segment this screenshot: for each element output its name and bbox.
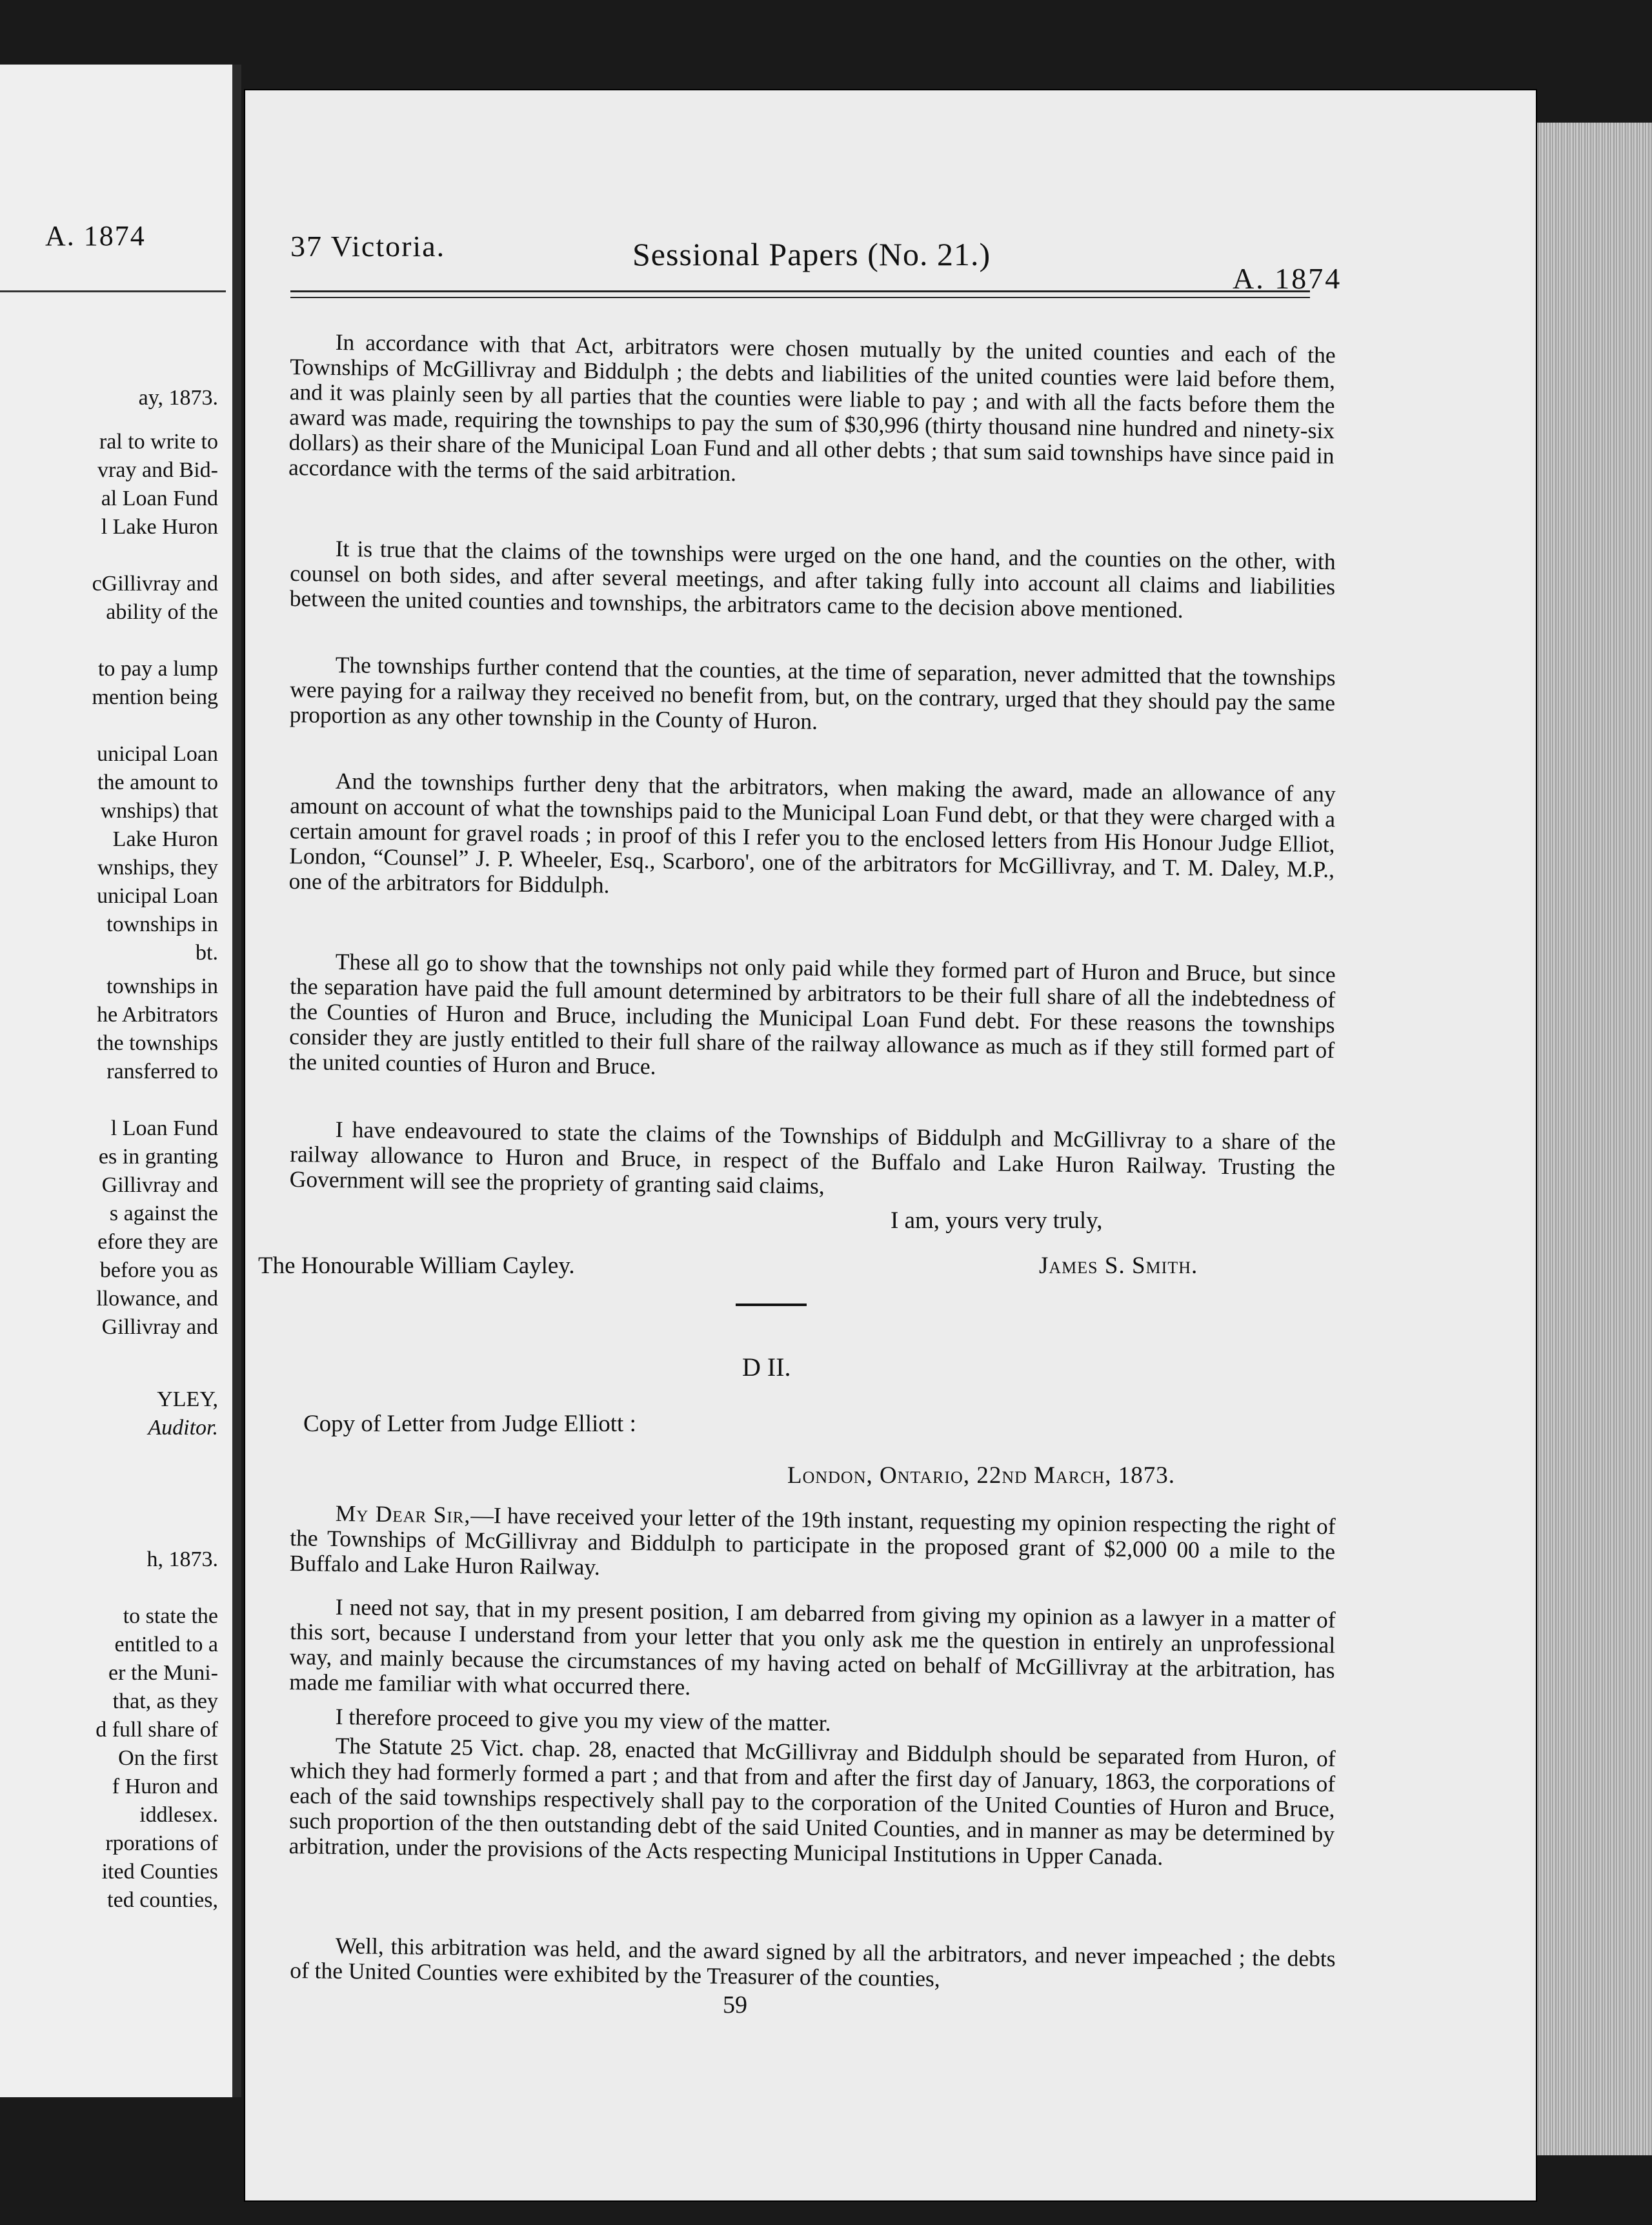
- paragraph-2: It is true that the claims of the townships were urged on the one hand, and the counties on the other, with counsel on both sides, and after several meetings, and after taking fully into account all claims and liabilities between the united counties and townships, the arbitrators came to the decision above mentioned.: [289, 535, 1336, 623]
- left-page-line: that, as they: [112, 1691, 218, 1713]
- letter-paragraph-4: The Statute 25 Vict. chap. 28, enacted that McGillivray and Biddulph should be separated from Huron, of which they had formerly formed a part ; and that from and after the first day of January, 1863, the corporations of each of the said townships respectively shall pay to the corporation of the United Counties of Huron and Bruce, such proportion of the then outstanding debt of the said United Counties, and in manner as may be determined by arbitration, under the provisions of the Acts respecting Municipal Institutions in Upper Canada.: [288, 1732, 1336, 1870]
- paragraph-5: These all go to show that the townships not only paid while they formed part of Huron and Bruce, but since the separation have paid the full amount determined by arbitrators to be their full share of all the indebtedness of the Counties of Huron and Bruce, including the Municipal Loan Fund debt. For these reasons the townships consider they are justly entitled to their full share of the railway allowance as much as if they still formed part of the united counties of Huron and Bruce.: [288, 948, 1336, 1080]
- header-left: 37 Victoria.: [290, 230, 446, 263]
- left-page-line: ability of the: [106, 601, 218, 623]
- left-page-line: Auditor.: [148, 1417, 218, 1439]
- left-page-line: On the first: [118, 1747, 218, 1769]
- left-page-line: ransferred to: [106, 1061, 218, 1083]
- left-page-line: s against the: [109, 1203, 218, 1225]
- copy-line: Copy of Letter from Judge Elliott :: [303, 1411, 636, 1437]
- section-title: D II.: [742, 1353, 791, 1382]
- right-page: [245, 90, 1536, 2200]
- left-page-line: wnships, they: [97, 857, 218, 879]
- left-page-line: entitled to a: [114, 1634, 218, 1656]
- header-rule-thin: [290, 297, 1310, 298]
- left-page-line: er the Muni-: [108, 1662, 218, 1684]
- left-page-header: A. 1874: [45, 220, 146, 252]
- dateline: London, Ontario, 22nd March, 1873.: [787, 1462, 1176, 1489]
- left-page-line: al Loan Fund: [101, 488, 218, 510]
- header-rule: [290, 290, 1310, 292]
- left-page-line: Gillivray and: [101, 1174, 218, 1196]
- left-page-line: unicipal Loan: [97, 743, 218, 765]
- left-page-line: the amount to: [97, 772, 218, 794]
- section-divider: [736, 1304, 807, 1306]
- letter-paragraph-1-text: —I have received your letter of the 19th instant, requesting my opinion respecting the right of the Townships of McGillivray and Biddulph to participate in the proposed grant of $2,000 00 a mile to the Buffalo and Lake Huron Railway.: [289, 1502, 1336, 1580]
- signature: James S. Smith.: [1039, 1253, 1198, 1279]
- left-page-line: d full share of: [96, 1719, 218, 1741]
- left-page-line: to pay a lump: [97, 658, 218, 680]
- left-page-line: l Lake Huron: [101, 516, 218, 538]
- header-center: Sessional Papers (No. 21.): [632, 236, 991, 272]
- left-page: [0, 65, 241, 2097]
- left-page-line: mention being: [92, 687, 218, 709]
- left-page-line: ral to write to: [99, 431, 218, 453]
- left-page-line: cGillivray and: [92, 573, 218, 595]
- header-right: A. 1874: [1233, 262, 1342, 295]
- left-page-line: unicipal Loan: [97, 885, 218, 907]
- left-page-line: ted counties,: [107, 1889, 218, 1911]
- paragraph-4: And the townships further deny that the arbitrators, when making the award, made an allowance of any amount on account of what the townships paid to the Municipal Loan Fund debt, or that they were charged with a certain amount for gravel roads ; in proof of this I refer you to the enclosed letters from His Honour Judge Elliot, London, “Counsel” J. P. Wheeler, Esq., Scarboro', one of the arbitrators for McGillivray, and T. M. Daley, M.P., one of the arbitrators for Biddulph.: [288, 767, 1336, 898]
- left-page-line: to state the: [123, 1606, 218, 1627]
- closing-line: I am, yours very truly,: [891, 1207, 1103, 1234]
- left-page-rule: [0, 290, 226, 292]
- left-page-line: es in granting: [98, 1146, 218, 1168]
- left-page-line: ited Counties: [101, 1861, 218, 1883]
- left-page-line: efore they are: [97, 1231, 218, 1253]
- paragraph-1: In accordance with that Act, arbitrators were chosen mutually by the united counties and each of the Townships of McGillivray and Biddulph ; the debts and liabilities of the united counties were laid before them, and it was plainly seen by all parties that the counties were liable to pay ; and with all the facts before them the award was made, requiring the townships to pay the sum of $30,996 (thirty thousand nine hundred and ninety-six dollars) as their share of the Municipal Loan Fund and all other debts ; that sum said townships have since paid in accordance with the terms of the said arbitration.: [288, 328, 1336, 487]
- salutation: My Dear Sir,: [335, 1500, 471, 1528]
- left-page-line: before you as: [99, 1260, 218, 1282]
- left-page-line: l Loan Fund: [110, 1118, 218, 1140]
- left-page-line: rporations of: [105, 1833, 218, 1855]
- left-page-line: townships in: [106, 976, 218, 998]
- paragraph-3: The townships further contend that the counties, at the time of separation, never admitted that the townships were paying for a railway they received no benefit from, but, on the contrary, urged that they should pay the same proportion as any other township in the County of Huron.: [289, 651, 1336, 734]
- left-page-line: YLEY,: [157, 1389, 218, 1411]
- paragraph-6: I have endeavoured to state the claims of the Townships of Biddulph and McGillivray to a share of the railway allowance to Huron and Bruce, in respect of the Buffalo and Lake Huron Railway. Trusting the Government will see the propriety of granting said claims,: [289, 1116, 1336, 1199]
- left-page-line: the townships: [97, 1032, 218, 1054]
- letter-paragraph-1: [289, 1500, 1335, 1589]
- letter-paragraph-2: I need not say, that in my present position, I am debarred from giving my opinion as a lawyer in a matter of this sort, because I understand from your letter that you only ask me the question in entirely an unprofessional way, and mainly because the circumstances of my having acted on behalf of McGillivray at the arbitration, has made me familiar with what occurred there.: [288, 1593, 1336, 1700]
- left-page-line: h, 1873.: [146, 1549, 218, 1571]
- left-page-line: wnships) that: [100, 800, 218, 822]
- left-page-line: llowance, and: [96, 1288, 218, 1310]
- left-page-line: vray and Bid-: [97, 459, 218, 481]
- left-page-line: bt.: [196, 942, 218, 964]
- letter-paragraph-5: Well, this arbitration was held, and the award signed by all the arbitrators, and never impeached ; the debts of the United Counties were exhibited by the Treasurer of the counties,: [289, 1932, 1336, 1992]
- page-number: 59: [723, 1991, 747, 2019]
- letter-paragraph-3: I therefore proceed to give you my view of the matter.: [335, 1703, 831, 1736]
- left-page-line: f Huron and: [112, 1776, 218, 1798]
- left-page-line: townships in: [106, 914, 218, 936]
- left-page-line: Lake Huron: [112, 829, 218, 851]
- left-page-line: Gillivray and: [101, 1316, 218, 1338]
- addressee: The Honourable William Cayley.: [258, 1253, 575, 1279]
- page-edge-stack: [1523, 123, 1652, 2155]
- left-page-line: ay, 1873.: [138, 387, 218, 409]
- left-page-line: he Arbitrators: [97, 1004, 218, 1026]
- left-page-line: iddlesex.: [139, 1804, 218, 1826]
